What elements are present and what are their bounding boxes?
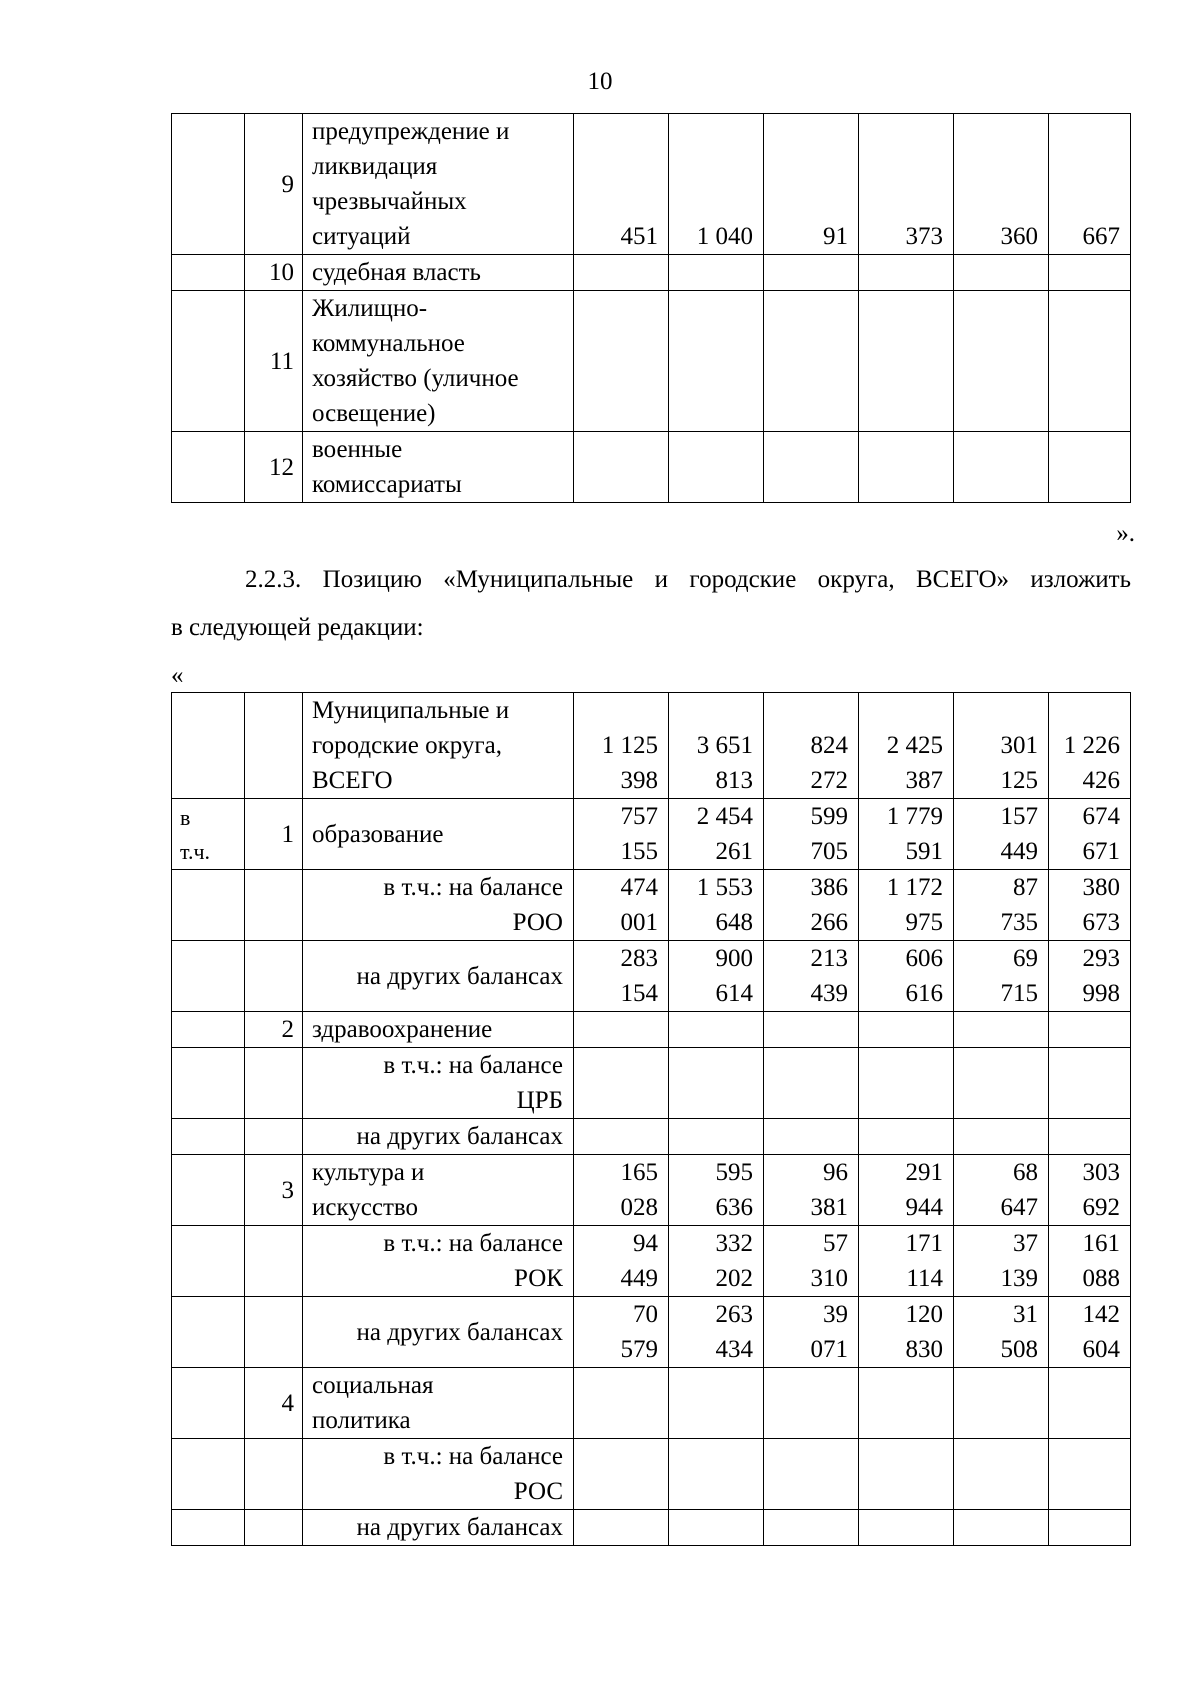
value-cell — [859, 1012, 954, 1048]
value-cell — [669, 1368, 764, 1439]
value-line: 705 — [810, 838, 848, 865]
value-line: 386 — [810, 874, 848, 901]
value-line: 120 — [905, 1301, 943, 1328]
row-name-line: Муниципальные и — [312, 697, 510, 724]
row-name-line: военные — [312, 436, 403, 463]
value-line: 975 — [905, 909, 943, 936]
table-row — [172, 1297, 1131, 1368]
value-cell — [574, 1439, 669, 1510]
value-line: 944 — [905, 1194, 943, 1221]
value-line: 157 — [1000, 803, 1038, 830]
value-cell — [764, 1048, 859, 1119]
row-name-line: предупреждение и — [312, 118, 510, 145]
value-cell — [669, 1439, 764, 1510]
value-cell — [954, 693, 1049, 799]
row-number-cell: 11 — [245, 291, 303, 432]
row-name-line: на других балансах — [356, 1318, 563, 1346]
value-line: 439 — [810, 980, 848, 1007]
row-name-line: ЦРБ — [516, 1087, 563, 1114]
row-name-line: ВСЕГО — [312, 767, 393, 794]
row-prefix-cell — [172, 1297, 245, 1368]
value-cell — [1049, 291, 1131, 432]
row-name-line: освещение) — [312, 400, 436, 427]
expenditure-table-continued — [171, 113, 1131, 503]
value-cell — [574, 1297, 669, 1368]
row-prefix-cell — [172, 1012, 245, 1048]
value-cell — [1049, 1297, 1131, 1368]
value-cell — [669, 255, 764, 291]
row-name-cell — [303, 1048, 574, 1119]
row-name-cell — [303, 941, 574, 1012]
value-cell — [859, 1439, 954, 1510]
row-name-line: политика — [312, 1407, 411, 1434]
value-cell — [669, 1226, 764, 1297]
value-cell — [954, 870, 1049, 941]
value-line: 674 — [1082, 803, 1120, 830]
table-row — [172, 1155, 1131, 1226]
value-line: 606 — [905, 945, 943, 972]
row-name-line: ликвидация — [312, 153, 438, 180]
value-line: 434 — [715, 1336, 753, 1363]
value-line: 648 — [715, 909, 753, 936]
value-cell — [954, 1226, 1049, 1297]
row-name-cell — [303, 432, 574, 503]
value-cell — [1049, 1012, 1131, 1048]
value-line: 757 — [620, 803, 658, 830]
value-cell — [574, 1226, 669, 1297]
value-cell — [764, 1226, 859, 1297]
value-line: 139 — [1000, 1265, 1038, 1292]
row-prefix-cell — [172, 114, 245, 255]
value-cell — [669, 941, 764, 1012]
row-number-cell — [245, 1048, 303, 1119]
value-cell — [764, 432, 859, 503]
row-name-line: РОС — [513, 1478, 563, 1505]
row-prefix-cell — [172, 255, 245, 291]
value-line: 154 — [620, 980, 658, 1007]
value-line: 614 — [715, 980, 753, 1007]
row-number-cell — [245, 693, 303, 799]
value-line: 202 — [715, 1265, 753, 1292]
row-name-line: в т.ч.: на балансе — [383, 1052, 563, 1079]
value-cell — [764, 1439, 859, 1510]
value-cell: 451 — [574, 114, 669, 255]
value-line: 591 — [905, 838, 943, 865]
value-line: 579 — [620, 1336, 658, 1363]
value-line: 599 — [810, 803, 848, 830]
value-cell — [574, 1119, 669, 1155]
value-line: 293 — [1082, 945, 1120, 972]
value-cell: 360 — [954, 114, 1049, 255]
row-name-line: РОК — [514, 1265, 563, 1292]
row-name-cell — [303, 1368, 574, 1439]
row-name-cell — [303, 291, 574, 432]
value-line: 673 — [1082, 909, 1120, 936]
value-line: 071 — [810, 1336, 848, 1363]
value-line: 87 — [1013, 874, 1038, 901]
value-line: 1 172 — [886, 874, 943, 901]
value-cell — [859, 1155, 954, 1226]
value-line: 1 779 — [886, 803, 943, 830]
row-name-cell — [303, 1119, 574, 1155]
table-row — [172, 114, 1131, 255]
value-line: 671 — [1082, 838, 1120, 865]
row-number-cell: 12 — [245, 432, 303, 503]
value-cell — [1049, 1510, 1131, 1546]
value-line: 474 — [620, 874, 658, 901]
value-cell — [669, 291, 764, 432]
value-line: 2 454 — [696, 803, 753, 830]
value-line: 94 — [633, 1230, 658, 1257]
row-number-cell — [245, 870, 303, 941]
value-line: 1 125 — [601, 732, 658, 759]
row-name-line: на других балансах — [356, 1123, 563, 1150]
row-name-line: судебная власть — [312, 259, 481, 286]
paragraph-line-2: в следующей редакции: — [171, 614, 424, 641]
page-number: 10 — [587, 68, 613, 95]
row-name-line: социальная — [312, 1372, 434, 1399]
value-line: 272 — [810, 767, 848, 794]
row-name-cell — [303, 693, 574, 799]
row-name-line: здравоохранение — [312, 1016, 493, 1043]
value-line: 398 — [620, 767, 658, 794]
row-name-cell — [303, 1012, 574, 1048]
value-cell — [574, 432, 669, 503]
value-cell — [764, 799, 859, 870]
row-name-line: образование — [312, 820, 444, 848]
value-line: 266 — [810, 909, 848, 936]
value-cell — [574, 693, 669, 799]
row-prefix-cell — [172, 799, 245, 870]
value-cell — [954, 941, 1049, 1012]
value-cell: 1 040 — [669, 114, 764, 255]
value-line: 604 — [1082, 1336, 1120, 1363]
value-cell — [1049, 1368, 1131, 1439]
row-prefix-cell — [172, 1048, 245, 1119]
row-prefix-cell — [172, 870, 245, 941]
value-cell — [764, 941, 859, 1012]
value-line: 332 — [715, 1230, 753, 1257]
value-cell — [1049, 799, 1131, 870]
value-cell — [954, 1297, 1049, 1368]
row-name-line: на других балансах — [356, 1514, 563, 1541]
value-cell — [954, 1510, 1049, 1546]
value-line: 142 — [1082, 1301, 1120, 1328]
paragraph-line-1: 2.2.3. Позицию «Муниципальные и городские округа, ВСЕГО» изложить — [245, 566, 1131, 593]
value-cell — [859, 1368, 954, 1439]
value-line: 381 — [810, 1194, 848, 1221]
value-cell — [859, 799, 954, 870]
value-line: 1 226 — [1063, 732, 1120, 759]
value-cell — [1049, 1226, 1131, 1297]
value-cell — [859, 1119, 954, 1155]
row-number-cell — [245, 941, 303, 1012]
row-prefix-cell — [172, 291, 245, 432]
value-cell — [764, 1368, 859, 1439]
value-cell — [954, 799, 1049, 870]
value-line: 508 — [1000, 1336, 1038, 1363]
value-cell — [574, 1510, 669, 1546]
row-name-cell — [303, 114, 574, 255]
value-cell — [1049, 1119, 1131, 1155]
value-cell — [954, 1048, 1049, 1119]
value-line: 310 — [810, 1265, 848, 1292]
value-line: 735 — [1000, 909, 1038, 936]
row-name-line: ситуаций — [312, 223, 411, 250]
value-line: 692 — [1082, 1194, 1120, 1221]
row-prefix-cell — [172, 1368, 245, 1439]
row-number-cell — [245, 1297, 303, 1368]
row-name-line: комиссариаты — [312, 471, 462, 498]
value-cell — [1049, 941, 1131, 1012]
table-row — [172, 870, 1131, 941]
value-line: 68 — [1013, 1159, 1038, 1186]
value-cell — [1049, 1155, 1131, 1226]
value-cell — [574, 1012, 669, 1048]
value-cell — [859, 1226, 954, 1297]
row-prefix-line: т.ч. — [180, 839, 211, 864]
row-prefix-cell — [172, 941, 245, 1012]
value-cell — [669, 1297, 764, 1368]
value-cell: 667 — [1049, 114, 1131, 255]
row-number-cell: 10 — [245, 255, 303, 291]
row-name-line: чрезвычайных — [312, 188, 467, 215]
value-line: 715 — [1000, 980, 1038, 1007]
value-line: 380 — [1082, 874, 1120, 901]
row-name-line: хозяйство (уличное — [312, 365, 519, 392]
row-number-cell: 3 — [245, 1155, 303, 1226]
value-cell — [954, 255, 1049, 291]
table-row — [172, 1226, 1131, 1297]
value-line: 449 — [620, 1265, 658, 1292]
value-line: 028 — [620, 1194, 658, 1221]
value-cell — [669, 1048, 764, 1119]
row-name-line: в т.ч.: на балансе — [383, 874, 563, 901]
value-cell — [954, 1155, 1049, 1226]
row-number-cell — [245, 1510, 303, 1546]
row-name-line: искусство — [312, 1194, 419, 1221]
value-line: 69 — [1013, 945, 1038, 972]
table-row — [172, 432, 1131, 503]
row-number-cell — [245, 1226, 303, 1297]
row-number-cell: 9 — [245, 114, 303, 255]
value-cell — [859, 941, 954, 1012]
row-name-line: городские округа, — [312, 732, 503, 759]
row-prefix-cell — [172, 432, 245, 503]
value-cell — [669, 693, 764, 799]
value-cell — [669, 1510, 764, 1546]
value-line: 900 — [715, 945, 753, 972]
value-cell — [954, 291, 1049, 432]
table-row — [172, 941, 1131, 1012]
value-cell — [669, 1119, 764, 1155]
value-line: 261 — [715, 838, 753, 865]
value-cell — [574, 291, 669, 432]
value-cell — [859, 291, 954, 432]
value-line: 39 — [823, 1301, 848, 1328]
value-cell — [1049, 1439, 1131, 1510]
value-cell — [764, 1297, 859, 1368]
row-number-cell — [245, 1119, 303, 1155]
closing-quote: ». — [1116, 520, 1135, 547]
value-cell — [669, 432, 764, 503]
value-cell — [574, 1048, 669, 1119]
value-cell — [574, 941, 669, 1012]
value-cell — [669, 799, 764, 870]
value-line: 165 — [620, 1159, 658, 1186]
value-line: 283 — [620, 945, 658, 972]
row-name-cell — [303, 1155, 574, 1226]
value-line: 2 425 — [886, 732, 943, 759]
table-row — [172, 1119, 1131, 1155]
value-cell — [764, 255, 859, 291]
value-line: 824 — [810, 732, 848, 759]
row-name-cell — [303, 1226, 574, 1297]
row-prefix-cell — [172, 693, 245, 799]
value-cell — [764, 1119, 859, 1155]
value-line: 813 — [715, 767, 753, 794]
row-name-cell — [303, 1439, 574, 1510]
row-name-line: на других балансах — [356, 962, 563, 990]
value-cell — [954, 1368, 1049, 1439]
value-line: 3 651 — [696, 732, 753, 759]
value-cell — [859, 693, 954, 799]
value-cell — [1049, 693, 1131, 799]
opening-quote: « — [171, 662, 184, 689]
table-row — [172, 291, 1131, 432]
value-cell — [764, 291, 859, 432]
row-number-cell — [245, 1439, 303, 1510]
value-line: 96 — [823, 1159, 848, 1186]
value-cell — [764, 870, 859, 941]
value-line: 57 — [823, 1230, 848, 1257]
row-name-line: Жилищно- — [312, 295, 428, 322]
value-line: 291 — [905, 1159, 943, 1186]
row-name-cell — [303, 799, 574, 870]
table-row — [172, 1012, 1131, 1048]
value-line: 171 — [905, 1230, 943, 1257]
value-cell — [764, 693, 859, 799]
value-line: 616 — [905, 980, 943, 1007]
value-cell — [1049, 255, 1131, 291]
value-cell — [859, 432, 954, 503]
row-prefix-cell — [172, 1226, 245, 1297]
value-line: 70 — [633, 1301, 658, 1328]
value-cell — [954, 1439, 1049, 1510]
value-cell — [859, 1048, 954, 1119]
value-cell — [859, 870, 954, 941]
value-cell: 91 — [764, 114, 859, 255]
row-prefix-line: в — [180, 805, 191, 830]
value-line: 998 — [1082, 980, 1120, 1007]
value-line: 001 — [620, 909, 658, 936]
municipal-districts-table — [171, 692, 1131, 1546]
value-line: 088 — [1082, 1265, 1120, 1292]
value-cell — [859, 255, 954, 291]
row-name-cell — [303, 255, 574, 291]
value-cell — [669, 1012, 764, 1048]
row-name-cell — [303, 1510, 574, 1546]
value-cell — [574, 1368, 669, 1439]
value-cell — [574, 799, 669, 870]
value-cell — [574, 870, 669, 941]
value-line: 263 — [715, 1301, 753, 1328]
table-row — [172, 799, 1131, 870]
value-line: 114 — [906, 1265, 943, 1292]
value-line: 303 — [1082, 1159, 1120, 1186]
value-cell — [859, 1297, 954, 1368]
row-name-cell — [303, 870, 574, 941]
row-prefix-cell — [172, 1439, 245, 1510]
value-cell: 373 — [859, 114, 954, 255]
value-line: 830 — [905, 1336, 943, 1363]
row-number-cell: 1 — [245, 799, 303, 870]
value-cell — [954, 1012, 1049, 1048]
table-row — [172, 1368, 1131, 1439]
row-prefix-cell — [172, 1155, 245, 1226]
value-cell — [954, 432, 1049, 503]
value-line: 647 — [1000, 1194, 1038, 1221]
row-number-cell: 2 — [245, 1012, 303, 1048]
row-prefix-cell — [172, 1119, 245, 1155]
value-line: 161 — [1082, 1230, 1120, 1257]
value-line: 125 — [1000, 767, 1038, 794]
value-cell — [859, 1510, 954, 1546]
value-cell — [954, 1119, 1049, 1155]
value-line: 155 — [620, 838, 658, 865]
value-cell — [669, 1155, 764, 1226]
row-name-cell — [303, 1297, 574, 1368]
value-cell — [1049, 432, 1131, 503]
value-cell — [574, 1155, 669, 1226]
value-cell — [574, 255, 669, 291]
amendment-paragraph — [171, 556, 1131, 652]
value-cell — [764, 1510, 859, 1546]
row-name-line: в т.ч.: на балансе — [383, 1443, 563, 1470]
value-cell — [1049, 870, 1131, 941]
value-cell — [764, 1155, 859, 1226]
row-name-line: в т.ч.: на балансе — [383, 1230, 563, 1257]
value-cell — [669, 870, 764, 941]
value-line: 31 — [1013, 1301, 1038, 1328]
value-line: 213 — [810, 945, 848, 972]
value-cell — [1049, 1048, 1131, 1119]
table-row — [172, 1048, 1131, 1119]
value-line: 636 — [715, 1194, 753, 1221]
table-row — [172, 1439, 1131, 1510]
row-name-line: РОО — [512, 909, 563, 936]
row-prefix-cell — [172, 1510, 245, 1546]
table-row — [172, 255, 1131, 291]
table-row — [172, 1510, 1131, 1546]
value-line: 1 553 — [696, 874, 753, 901]
value-line: 37 — [1013, 1230, 1038, 1257]
value-line: 595 — [715, 1159, 753, 1186]
value-cell — [764, 1012, 859, 1048]
value-line: 426 — [1082, 767, 1120, 794]
row-number-cell: 4 — [245, 1368, 303, 1439]
value-line: 301 — [1000, 732, 1038, 759]
table-row — [172, 693, 1131, 799]
row-name-line: культура и — [312, 1159, 425, 1186]
value-line: 449 — [1000, 838, 1038, 865]
value-line: 387 — [905, 767, 943, 794]
row-name-line: коммунальное — [312, 330, 465, 357]
